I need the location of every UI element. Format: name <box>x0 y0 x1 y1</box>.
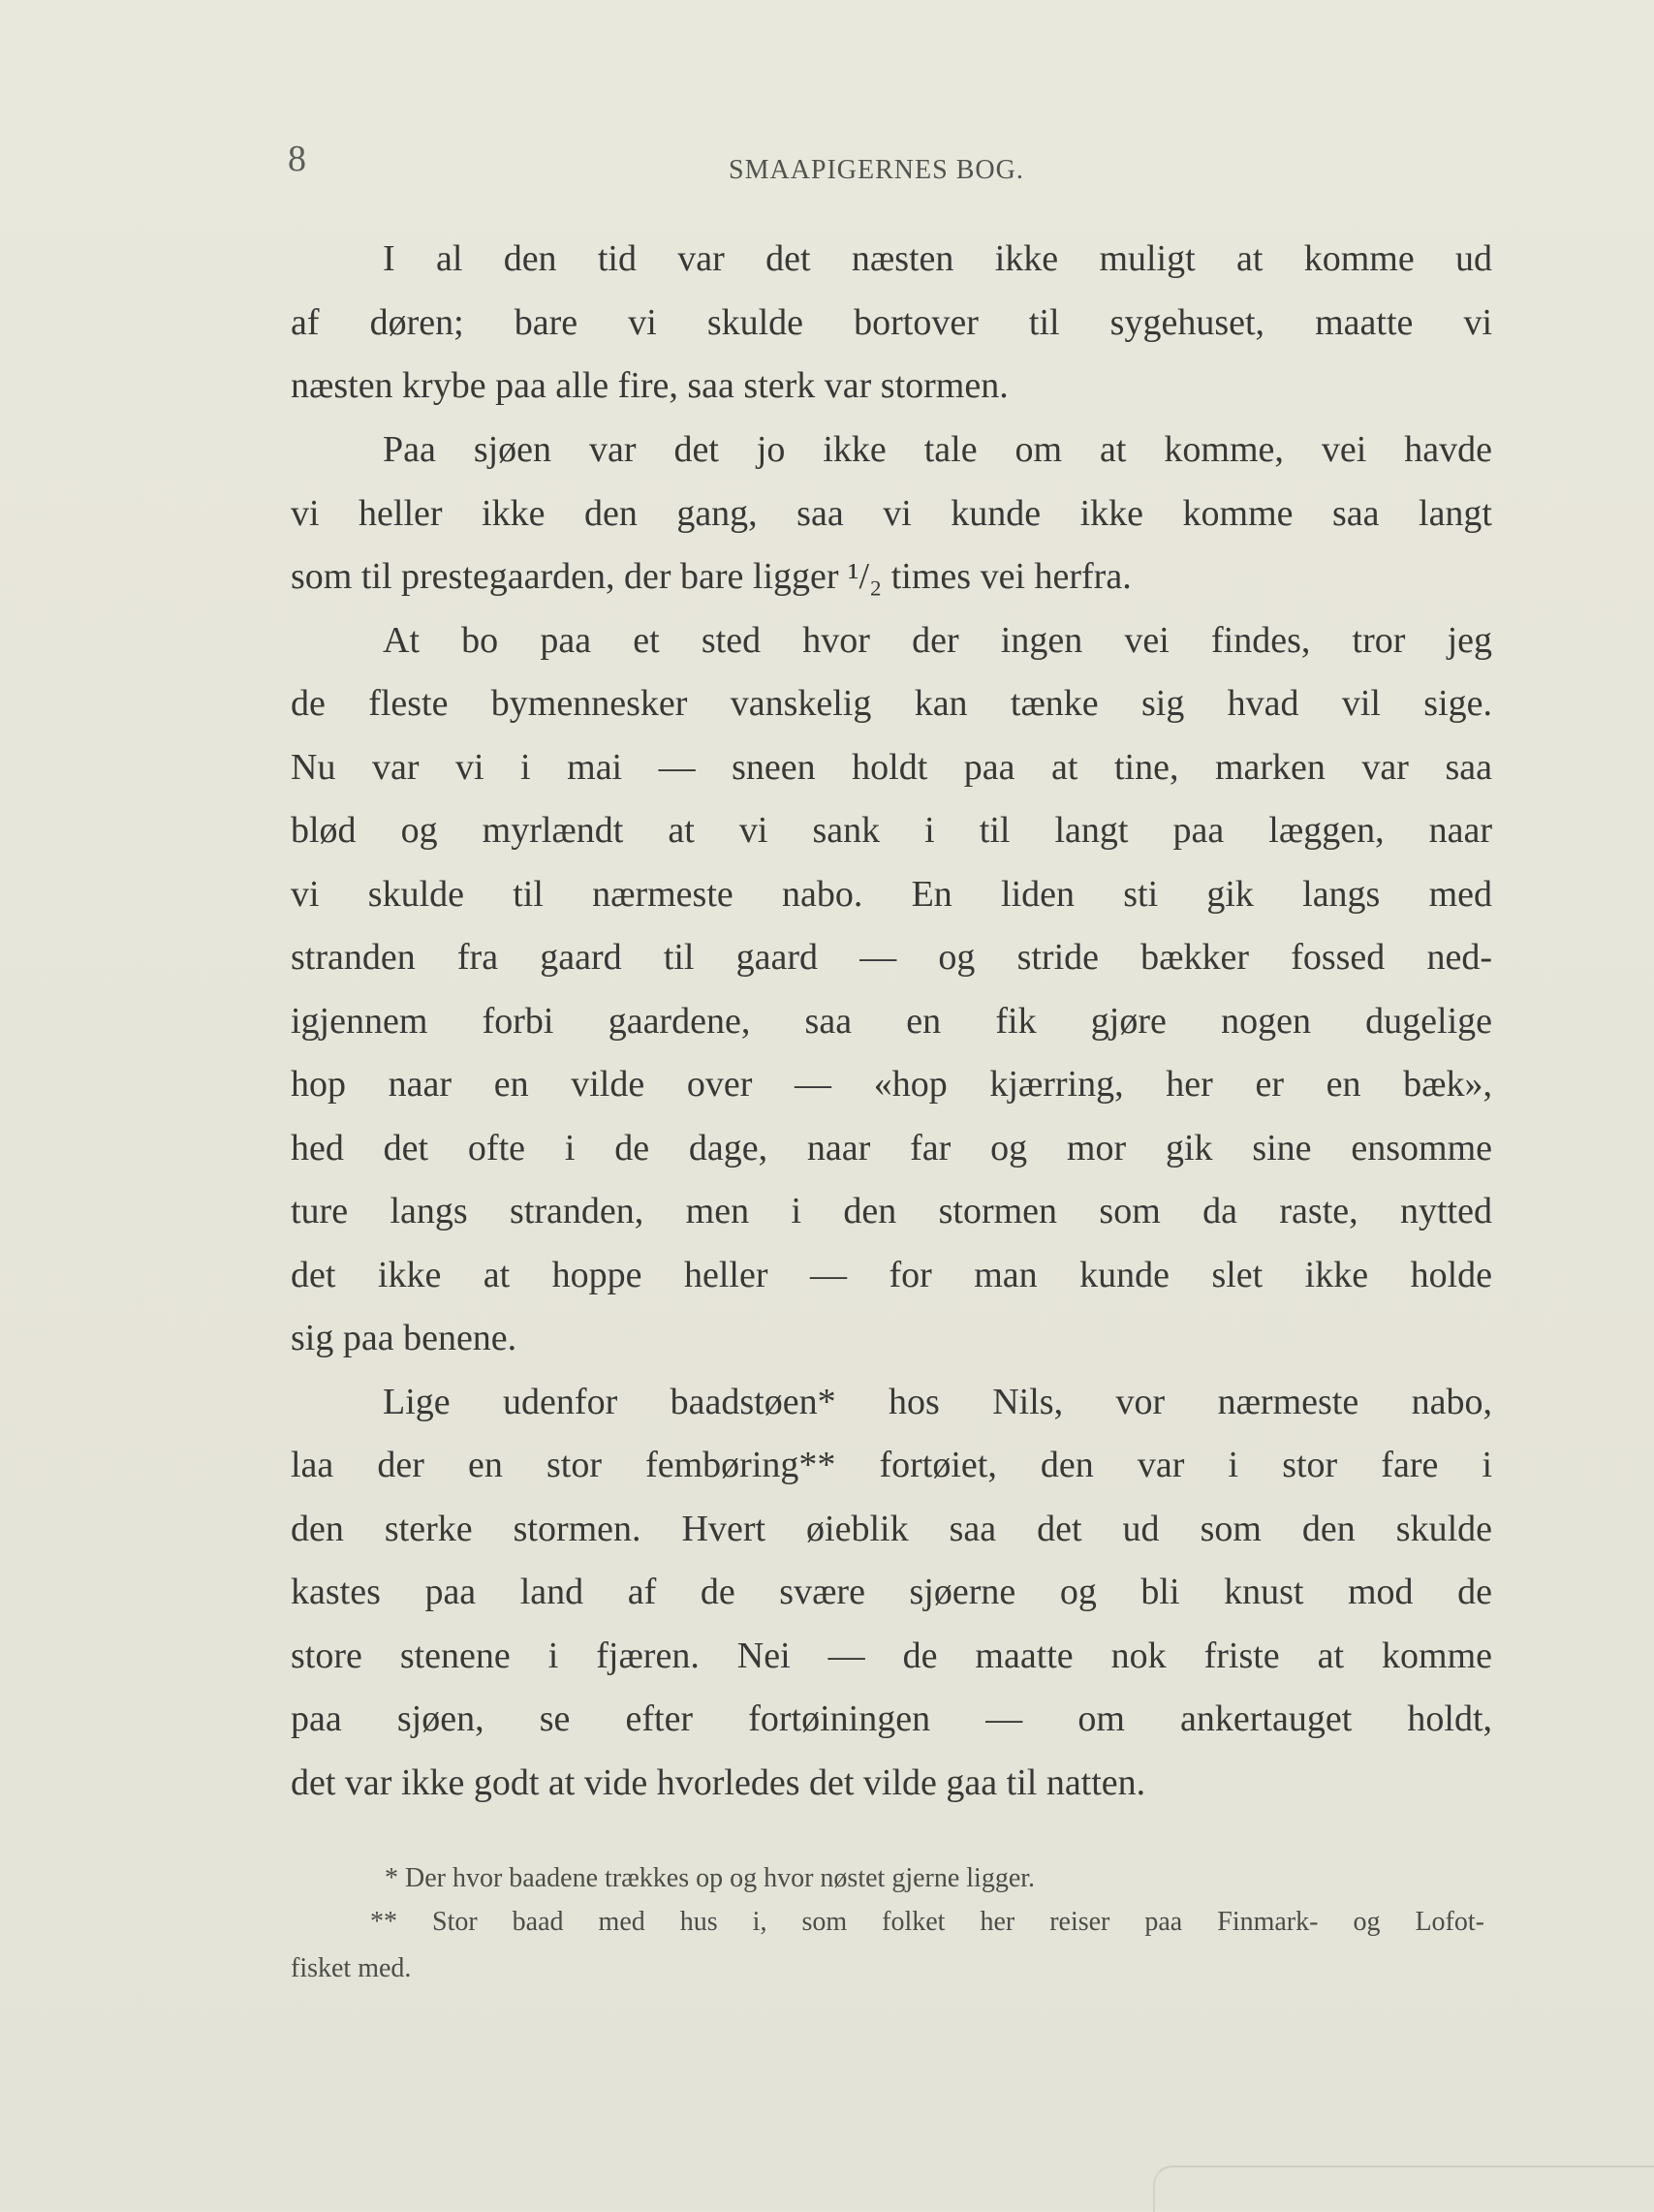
body-line: ture langs stranden, men i den stormen som da raste, nytted <box>291 1191 1492 1231</box>
body-line: I al den tid var det næsten ikke muligt at komme ud <box>383 238 1492 279</box>
body-line: som til prestegaarden, der bare ligger ¹/₂ times vei herfra. <box>291 556 1132 597</box>
body-line: den sterke stormen. Hvert øieblik saa det ud som den skulde <box>291 1509 1492 1549</box>
body-line: igjennem forbi gaardene, saa en fik gjøre nogen dugelige <box>291 1001 1492 1042</box>
footnote: * Der hvor baadene trækkes op og hvor nøstet gjerne ligger. <box>385 1863 1036 1893</box>
body-line: det ikke at hoppe heller — for man kunde slet ikke holde <box>291 1255 1492 1295</box>
body-line: af døren; bare vi skulde bortover til sygehuset, maatte vi <box>291 302 1492 343</box>
body-line: sig paa benene. <box>291 1318 517 1358</box>
body-line: de fleste bymennesker vanskelig kan tænke sig hvad vil sige. <box>291 683 1492 724</box>
running-title: SMAAPIGERNES BOG. <box>729 155 1024 185</box>
page-edge-shadow <box>1153 2165 1654 2212</box>
footnote-continuation: fisket med. <box>291 1953 412 1983</box>
body-line: paa sjøen, se efter fortøiningen — om ankertauget holdt, <box>291 1698 1492 1739</box>
body-line: Paa sjøen var det jo ikke tale om at komme, vei havde <box>383 429 1492 470</box>
body-line: næsten krybe paa alle fire, saa sterk var stormen. <box>291 365 1009 406</box>
footnote: ** Stor baad med hus i, som folket her reiser paa Finmark- og Lofot- <box>370 1907 1484 1937</box>
body-line: vi skulde til nærmeste nabo. En liden sti gik langs med <box>291 874 1492 915</box>
body-line: laa der en stor fembøring** fortøiet, den var i stor fare i <box>291 1445 1492 1485</box>
body-line: blød og myrlændt at vi sank i til langt paa læggen, naar <box>291 810 1492 851</box>
body-line: stranden fra gaard til gaard — og stride bækker fossed ned- <box>291 937 1492 978</box>
body-line: hed det ofte i de dage, naar far og mor gik sine ensomme <box>291 1128 1492 1168</box>
body-line: Nu var vi i mai — sneen holdt paa at tine, marken var saa <box>291 747 1492 788</box>
page-number: 8 <box>288 139 306 179</box>
body-line: At bo paa et sted hvor der ingen vei findes, tror jeg <box>383 620 1492 661</box>
body-line: vi heller ikke den gang, saa vi kunde ikke komme saa langt <box>291 493 1492 534</box>
body-line: det var ikke godt at vide hvorledes det vilde gaa til natten. <box>291 1762 1146 1803</box>
body-line: Lige udenfor baadstøen* hos Nils, vor nærmeste nabo, <box>383 1382 1492 1422</box>
body-line: hop naar en vilde over — «hop kjærring, her er en bæk», <box>291 1064 1492 1105</box>
body-line: kastes paa land af de svære sjøerne og bli knust mod de <box>291 1572 1492 1612</box>
body-line: store stenene i fjæren. Nei — de maatte nok friste at komme <box>291 1636 1492 1676</box>
